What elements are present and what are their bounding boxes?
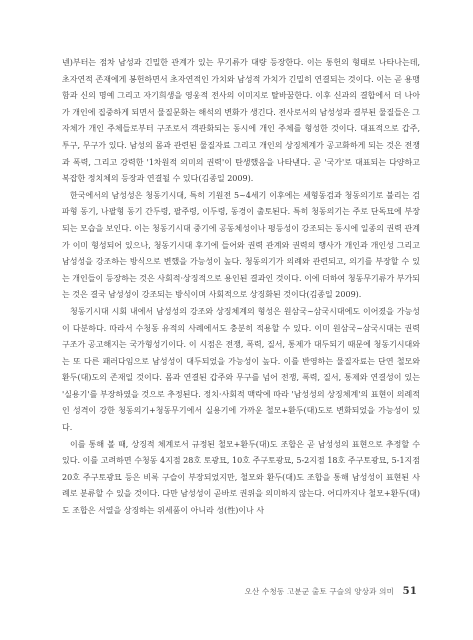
body-text xyxy=(62,55,420,520)
paragraph-2: 한국에서의 남성성은 청동기시대, 특히 기원전 5~4세기 이후에는 세형동검과 청동의기로 불리는 검파형 동기, 나팔형 동기 간두령, 팔주령, 이두령, 동경이 출토된다. 특히 청동의기는 주로 단독묘에 부장되는 모습을 보인다. 이는 청동기시대 중기에 공동체성이나 평등성이 강조되는 동시에 일종의 권력 관계가 이미 형성되어 있으나, 청동기시대 후기에 들어와 권력 관계와 권력의 행사가 개인과 개인성 그리고 남성성을 강조하는 방식으로 변했을 가능성이 높다. 청동의기가 의례와 관련되고, 의기를 부장할 수 있는 개인들이 등장하는 것은 사회적·상징적으로 용인된 결과인 것이다. 이에 더하여 청동무기류가 부가되는 것은 결국 남성성이 강조되는 방식이며 사회적으로 상징화된 것이다(김종일 2009). xyxy=(62,190,420,300)
paragraph-1: 넨)부터는 점차 남성과 긴밀한 관계가 있는 무기류가 대량 등장한다. 이는 통헌의 형태로 나타나는데, 초자연적 존재에게 봉헌하면서 초자연적인 가치와 남성적 가치가 긴밀히 연결되는 것이다. 이는 곧 용맹함과 신의 명예 그리고 자기희생을 영웅적 전사의 이미지로 탈바꿈한다. 이후 신과의 결합에서 더 나아가 개인에 집중하게 되면서 물질문화는 해석의 변화가 생긴다. 전사로서의 남성성과 결부된 물질들은 그 자체가 개인 주체들로부터 구조로서 객관화되는 동시에 개인 주체를 형성한 것이다. 대표적으로 갑주, 투구, 무구가 있다. 남성의 몸과 관련된 물질자료 그리고 개인의 상징체계가 공고화하게 되는 것은 전쟁과 폭력, 그리고 강력한 '1차원적 의미의 권력'이 탄생했음을 나타낸다. 곧 '국가'로 대표되는 다양하고 복잡한 정치체의 등장과 연결될 수 있다(김종일 2009). xyxy=(62,58,420,184)
paragraph-3: 청동기시대 시회 내에서 남성성의 강조와 상징체계의 형성은 원삼국~삼국시대에도 이어졌을 가능성이 다분하다. 따라서 수청동 유적의 사례에서도 충분히 적용할 수 있다. 이미 원삼국~삼국시대는 권력구조가 공고해지는 국가형성기이다. 이 시점은 전쟁, 폭력, 질서, 통제가 대두되기 때문에 청동기시대와는 또 다른 패러다임으로 남성성이 대두되었을 가능성이 높다. 이를 반영하는 물질자료는 단연 철모와 환두(대)도의 존재일 것이다. 몸과 연결된 갑주와 무구를 넘어 전쟁, 폭력, 질서, 통제와 연결성이 있는 '실용기'를 부장하였을 것으로 추정된다. 정치·사회적 맥락에 따라 '남성성의 상징체계'의 표현이 의례적인 성격이 강한 청동의기+청동무기에서 실용기에 가까운 철모+환두(대)도로 변화되었을 가능성이 있다. xyxy=(62,306,420,433)
paragraph-4: 이를 통해 볼 때, 상징적 체계로서 규정된 철모+환두(대)도 조합은 곧 남성성의 표현으로 추정할 수 있다. 이를 고려하면 수청동 4지점 28호 토광묘, 10호 주구토광묘, 5-2지점 18호 주구토광묘, 5-1지점 20호 주구토광묘 등은 비록 구슬이 부장되었지만, 철모와 환두(대)도 조합을 통해 남성성이 표현된 사례로 분류할 수 있을 것이다. 다만 남성성이 곧바로 권위을 의미하지 않는다. 어디까지나 철모+환두(대)도 조합은 서열을 상징하는 위세품이 아니라 성(性)이나 사 xyxy=(62,439,420,516)
running-title: 오산 수청동 고분군 출토 구슬의 양상과 의미 xyxy=(244,587,395,596)
page-number: 51 xyxy=(402,586,417,597)
page-footer xyxy=(245,586,417,597)
